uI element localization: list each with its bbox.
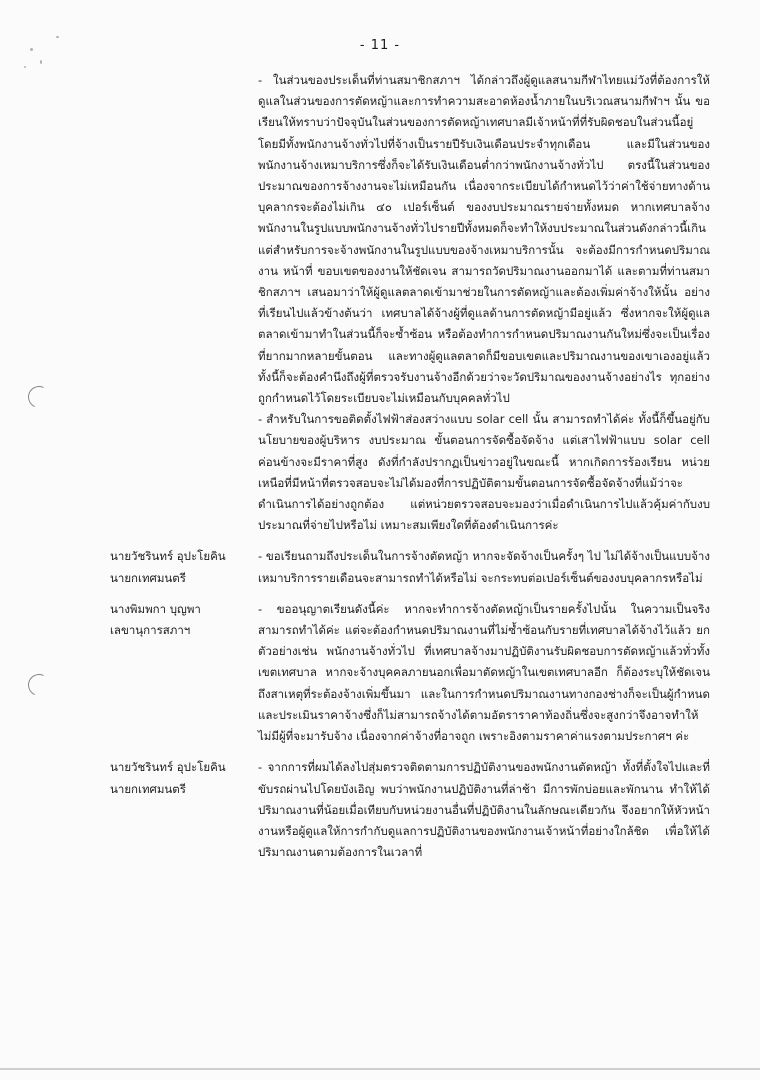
speaker-name: นายวัชรินทร์ อุปะโยคิน xyxy=(110,549,226,564)
minutes-body xyxy=(110,70,710,863)
entry-text xyxy=(258,70,710,536)
speaker-name: นางพิมพกา บุญพา xyxy=(110,601,201,616)
page-bottom-edge xyxy=(0,1068,760,1070)
scan-speck xyxy=(40,60,42,64)
speaker-block xyxy=(110,546,258,588)
speaker-block xyxy=(110,599,258,641)
speaker-role: นายกเทศมนตรี xyxy=(110,781,186,796)
speaker-block xyxy=(110,757,258,799)
punch-hole-mark xyxy=(25,671,53,699)
scan-speck xyxy=(24,66,26,68)
speaker-role: เลขานุการสภาฯ xyxy=(110,623,191,638)
paragraph: - ขออนุญาตเรียนดังนี้ค่ะ หากจะทำการจ้างตัดหญ้าเป็นรายครั้งไปนั้น ในความเป็นจริงสามารถทำได้ค่ะ แต่จะต้องกำหนดปริมาณงานที่ไม่ซ้ำซ้อนกับรายที่เทศบาลได้จ้างไว้แล้ว ยกตัวอย่างเช่น พนักงานจ้างทั่วไป ที่เทศบาลจ้างมาปฏิบัติงานรับผิดชอบการตัดหญ้าแล้วทั่วทั้งเขตเทศบาล หากจะจ้างบุคคลภายนอกเพื่อมาตัดหญ้าในเขตเทศบาลอีก ก็ต้องระบุให้ชัดเจนถึงสาเหตุที่ระต้องจ้างเพิ่มขึ้นมา และในการกำหนดปริมาณงานทางกองช่างก็จะเป็นผู้กำหนดและประเมินราคาจ้างซึ่งก็ไม่สามารถจ้างได้ตามอัตราราคาท้องถิ่นซึ่งจะสูงกว่าจึงอาจทำให้ไม่มีผู้ที่จะมารับจ้าง เนื่องจากค่าจ้างที่อาจถูก เพราะอิงตามราคาค่าแรงตามประกาศฯ ค่ะ xyxy=(258,601,710,744)
minutes-entry xyxy=(110,546,710,588)
entry-text xyxy=(258,757,710,863)
minutes-entry xyxy=(110,70,710,536)
paragraph: - ในส่วนของประเด็นที่ท่านสมาชิกสภาฯ ได้กล่าวถึงผู้ดูแลสนามกีฬาไทยแม่วังที่ต้องการให้ดูแลในส่วนของการตัดหญ้าและการทำความสะอาดห้องน้ำภายในบริเวณสนามกีฬาฯ นั้น ขอเรียนให้ทราบว่าปัจจุบันในส่วนของการตัดหญ้าเทศบาลมีเจ้าหน้าที่ที่รับผิดชอบในส่วนนี้อยู่ โดยมีทั้งพนักงานจ้างทั่วไปที่จ้างเป็นรายปีรับเงินเดือนประจำทุกเดือน และมีในส่วนของพนักงานจ้างเหมาบริการซึ่งก็จะได้รับเงินเดือนต่ำกว่าพนักงานจ้างทั่วไป ตรงนี้ในส่วนของประมาณของการจ้างงานจะไม่เหมือนกัน เนื่องจากระเบียบได้กำหนดไว้ว่าค่าใช้จ่ายทางด้านบุคลากรจะต้องไม่เกิน ๔๐ เปอร์เซ็นต์ ของงบประมาณรายจ่ายทั้งหมด หากเทศบาลจ้างพนักงานในรูปแบบพนักงานจ้างทั่วไปรายปีทั้งหมดก็จะทำให้งบประมาณในส่วนดังกล่าวนี้เกิน แต่สำหรับการจะจ้างพนักงานในรูปแบบของจ้างเหมาบริการนั้น จะต้องมีการกำหนดปริมาณงาน หน้าที่ ขอบเขตของงานให้ชัดเจน สามารถวัดปริมาณงานออกมาได้ และตามที่ท่านสมาชิกสภาฯ เสนอมาว่าให้ผู้ดูแลตลาดเข้ามาช่วยในการตัดหญ้าและต้องเพิ่มค่าจ้างให้นั้น อย่างที่เรียนไปแล้วข้างต้นว่า เทศบาลได้จ้างผู้ที่ดูแลด้านการตัดหญ้ามีอยู่แล้ว ซึ่งหากจะให้ผู้ดูแลตลาดเข้ามาทำในส่วนนี้ก็จะซ้ำซ้อน หรือต้องทำการกำหนดปริมาณงานกันใหม่ซึ่งจะเป็นเรื่องที่ยากมากหลายขั้นตอน และทางผู้ดูแลตลาดก็มีขอบเขตและปริมาณงานของเขาเองอยู่แล้ว ทั้งนี้ก็จะต้องคำนึงถึงผู้ที่ตรวจรับงานจ้างอีกด้วยว่าจะวัดปริมาณของงานจ้างอย่างไร ทุกอย่างถูกกำหนดไว้โดยระเบียบจะไม่เหมือนกับบุคคลทั่วไป xyxy=(258,73,710,406)
paragraph: - สำหรับในการขอติดตั้งไฟฟ้าส่องสว่างแบบ solar cell นั้น สามารถทำได้ค่ะ ทั้งนี้ก็ขึ้นอยู่กับ นโยบายของผู้บริหาร งบประมาณ ขั้นตอนการจัดซื้อจัดจ้าง แต่เสาไฟฟ้าแบบ solar cell ค่อนข้างจะมีราคาที่สูง ดังที่กำลังปรากฏเป็นข่าวอยู่ในขณะนี้ หากเกิดการร้องเรียน หน่วยเหนือที่มีหน้าที่ตรวจสอบจะไม่ได้มองที่การปฏิบัติตามขั้นตอนการจัดซื้อจัดจ้างที่แม้ว่าจะดำเนินการได้อย่างถูกต้อง แต่หน่วยตรวจสอบจะมองว่าเมื่อดำเนินการไปแล้วคุ้มค่ากับงบประมาณที่จ่ายไปหรือไม่ เหมาะสมเพียงใดที่ต้องดำเนินการค่ะ xyxy=(258,412,710,533)
entry-text xyxy=(258,546,710,588)
paragraph: - จากการที่ผมได้ลงไปสุ่มตรวจติดตามการปฏิบัติงานของพนักงานตัดหญ้า ทั้งที่ตั้งใจไปและที่ขับรถผ่านไปโดยบังเอิญ พบว่าพนักงานปฏิบัติงานที่ล่าช้า มีการพักบ่อยและพักนาน ทำให้ได้ปริมาณงานที่น้อยเมื่อเทียบกับหน่วยงานอื่นที่ปฏิบัติงานในลักษณะเดียวกัน จึงอยากให้หัวหน้างานหรือผู้ดูแลให้การกำกับดูแลการปฏิบัติงานของพนักงานเจ้าหน้าที่อย่างใกล้ชิด เพื่อให้ได้ปริมาณงานตามต้องการในเวลาที่ xyxy=(258,760,710,860)
minutes-entry xyxy=(110,599,710,747)
minutes-entry xyxy=(110,757,710,863)
paragraph: - ขอเรียนถามถึงประเด็นในการจ้างตัดหญ้า หากจะจัดจ้างเป็นครั้งๆ ไป ไม่ได้จ้างเป็นแบบจ้างเหมาบริการรายเดือนจะสามารถทำได้หรือไม่ จะกระทบต่อเปอร์เซ็นต์ของงบบุคลากรหรือไม่ xyxy=(258,549,710,585)
speaker-role: นายกเทศมนตรี xyxy=(110,570,186,585)
punch-hole-mark xyxy=(25,383,53,411)
entry-text xyxy=(258,599,710,747)
speaker-name: นายวัชรินทร์ อุปะโยคิน xyxy=(110,760,226,775)
page-number: - 11 - xyxy=(359,38,401,53)
